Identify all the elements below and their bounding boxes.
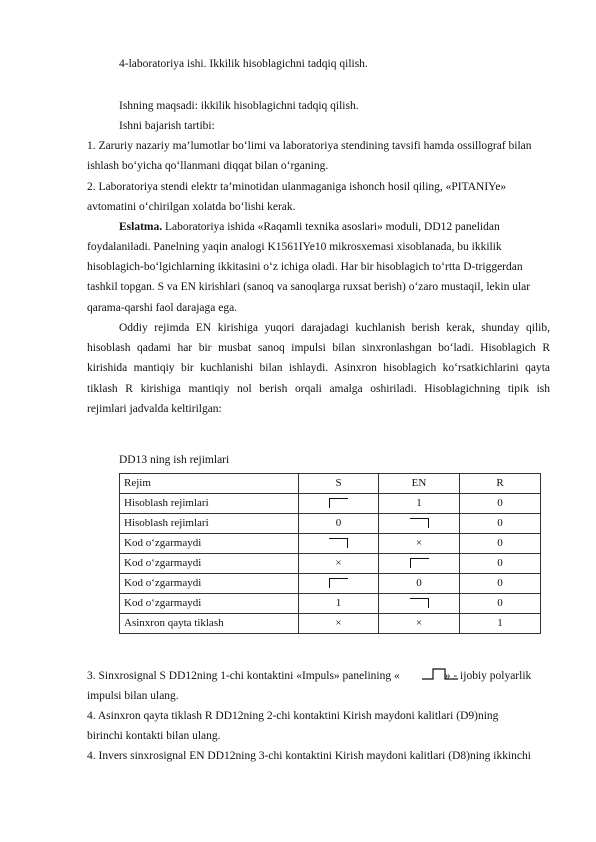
falling-edge-icon	[329, 538, 348, 548]
value-cell: ×	[299, 554, 379, 574]
step5-line1: 4. Invers sinxrosignal EN DD12ning 3-chi kontaktini Kirish maydoni kalitlari (D8)ning ikkinchi	[87, 750, 531, 762]
modes-table	[119, 473, 541, 634]
value-cell: ×	[299, 614, 379, 634]
para-line3: kirishida mantiqiy bir kuchlanishi bilan ishlaydi. Asinxron hisoblagich ko‘rsatkichlarini qayta	[87, 362, 550, 374]
mode-cell: Kod o‘zgarmaydi	[120, 554, 299, 574]
step3-text: 3. Sinxrosignal S DD12ning 1-chi kontaktini «Impuls» panelining «	[87, 670, 400, 682]
header-cell: R	[460, 474, 541, 494]
positive-pulse-icon	[420, 667, 460, 681]
note-line2: foydalaniladi. Panelning yaqin analogi K1561IYe10 mikrosxemasi xisoblanada, bu ikkilik	[87, 241, 502, 253]
note-line4: tashkil topgan. S va EN kirishlari (sanoq va sanoqlarga ruxsat berish) o‘zaro mustaqil, lekin ular	[87, 281, 531, 293]
table-row	[120, 494, 541, 514]
table-row	[120, 554, 541, 574]
step1-line1: 1. Zaruriy nazariy ma’lumotlar bo‘limi va laboratoriya stendining tavsifi hamda ossillograf bilan	[87, 140, 532, 152]
step2-line2: avtomatini o‘chirilgan xolatda bo‘lishi kerak.	[87, 201, 296, 213]
table-row	[120, 594, 541, 614]
value-cell: 0	[460, 514, 541, 534]
order-heading: Ishni bajarish tartibi:	[119, 120, 215, 132]
value-cell: 0	[460, 574, 541, 594]
table-caption: DD13 ning ish rejimlari	[119, 454, 230, 466]
step4-line2: birinchi kontakti bilan ulang.	[87, 730, 221, 742]
value-cell: 0	[460, 594, 541, 614]
note-line1	[119, 220, 500, 234]
edge-cell	[379, 594, 460, 614]
edge-cell	[379, 514, 460, 534]
value-cell: 0	[460, 534, 541, 554]
edge-cell	[299, 574, 379, 594]
lab-title: 4-laboratoriya ishi. Ikkilik hisoblagichni tadqiq qilish.	[119, 58, 368, 70]
header-cell: Rejim	[120, 474, 299, 494]
header-cell: EN	[379, 474, 460, 494]
edge-cell	[299, 534, 379, 554]
mode-cell: Hisoblash rejimlari	[120, 494, 299, 514]
value-cell: 0	[299, 514, 379, 534]
mode-cell: Kod o‘zgarmaydi	[120, 534, 299, 554]
edge-cell	[379, 554, 460, 574]
step2-line1: 2. Laboratoriya stendi elektr ta’minotidan ulanmaganiga ishonch hosil qiling, «PITANIYe»	[87, 181, 507, 193]
value-cell: 1	[299, 594, 379, 614]
step3-text-end: » - ijobiy polyarlik	[444, 670, 532, 682]
falling-edge-icon	[410, 598, 429, 608]
header-cell: S	[299, 474, 379, 494]
falling-edge-icon	[410, 518, 429, 528]
value-cell: ×	[379, 534, 460, 554]
table-row	[120, 534, 541, 554]
note-text: Laboratoriya ishida «Raqamli texnika asoslari» moduli, DD12 panelidan	[162, 221, 500, 233]
mode-cell: Asinxron qayta tiklash	[120, 614, 299, 634]
step3-line2: impulsi bilan ulang.	[87, 690, 179, 702]
rising-edge-icon	[329, 498, 348, 508]
note-line3: hisoblagich-bo‘lgichlarning ikkitasini o‘z ichiga oladi. Har bir hisoblagich to‘rtta D-triggerdan	[87, 261, 523, 273]
mode-cell: Kod o‘zgarmaydi	[120, 574, 299, 594]
value-cell: 0	[460, 494, 541, 514]
note-label: Eslatma.	[119, 221, 163, 233]
step1-line2: ishlash bo‘yicha qo‘llanmani diqqat bilan o‘rganing.	[87, 160, 329, 172]
edge-cell	[299, 494, 379, 514]
value-cell: 1	[379, 494, 460, 514]
para-line1: Oddiy rejimda EN kirishiga yuqori darajadagi kuchlanish berish kerak, shunday qilib,	[119, 322, 550, 334]
value-cell: 0	[460, 554, 541, 574]
rising-edge-icon	[410, 558, 429, 568]
value-cell: ×	[379, 614, 460, 634]
rising-edge-icon	[329, 578, 348, 588]
note-line5: qarama-qarshi faol darajaga ega.	[87, 302, 238, 314]
mode-cell: Kod o‘zgarmaydi	[120, 594, 299, 614]
table-row	[120, 614, 541, 634]
step3-line1	[87, 669, 531, 683]
value-cell: 0	[379, 574, 460, 594]
table-row	[120, 574, 541, 594]
para-line5: rejimlari jadvalda keltirilgan:	[87, 403, 222, 415]
goal-line: Ishning maqsadi: ikkilik hisoblagichni tadqiq qilish.	[119, 100, 359, 112]
mode-cell: Hisoblash rejimlari	[120, 514, 299, 534]
table-header-row	[120, 474, 541, 494]
para-line4: tiklash R kirishiga mantiqiy nol berish orqali amalga oshiriladi. Hisoblagichning tipik ish	[87, 383, 550, 395]
step4-line1: 4. Asinxron qayta tiklash R DD12ning 2-chi kontaktini Kirish maydoni kalitlari (D9)ning	[87, 710, 499, 722]
para-line2: hisoblash qadami har bir musbat sanoq impulsi bilan sinxronlashgan bo‘ladi. Hisoblagich R	[87, 342, 550, 354]
value-cell: 1	[460, 614, 541, 634]
table-row	[120, 514, 541, 534]
